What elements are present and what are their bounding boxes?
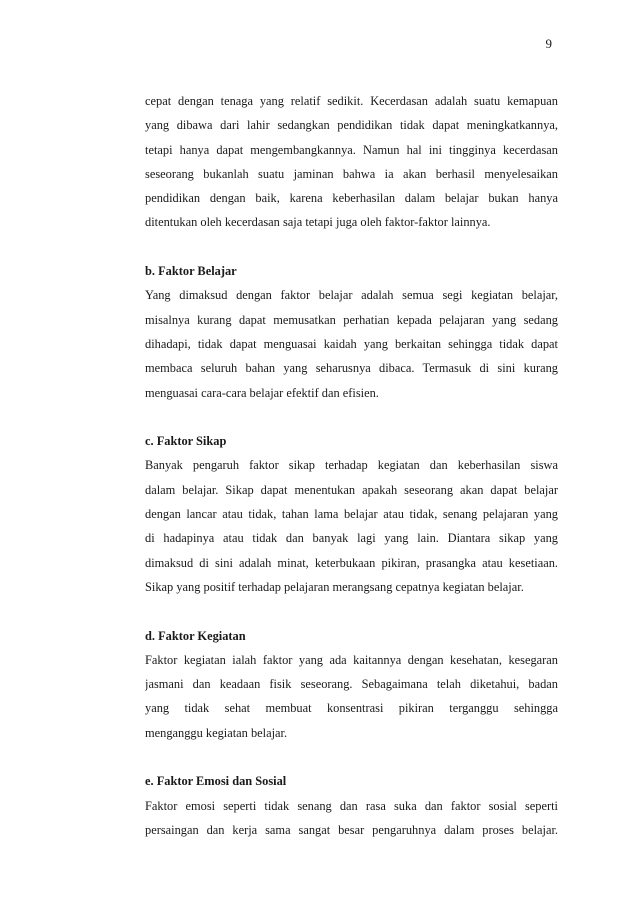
text-line: Banyak pengaruh faktor sikap terhadap kegiatan dan keberhasilan siswa bbox=[145, 458, 558, 473]
text-line: cepat dengan tenaga yang relatif sedikit. Kecerdasan adalah suatu kemapuan bbox=[145, 94, 558, 108]
section-faktor-kegiatan bbox=[145, 624, 558, 745]
section-heading: d. Faktor Kegiatan bbox=[145, 628, 246, 643]
text-line: tetapi hanya dapat mengembangkannya. Namun hal ini tingginya kecerdasan bbox=[145, 142, 558, 157]
text-line: membaca seluruh bahan yang seharusnya dibaca. Termasuk di sini kurang bbox=[145, 361, 558, 376]
text-line: dalam belajar. Sikap dapat menentukan apakah seseorang akan dapat belajar bbox=[145, 482, 558, 497]
text-line: dimaksud di sini adalah minat, keterbukaan pikiran, prasangka atau kesetiaan. bbox=[145, 555, 558, 570]
intro-paragraph bbox=[145, 89, 558, 235]
text-line: Sikap yang positif terhadap pelajaran merangsang cepatnya kegiatan belajar. bbox=[145, 579, 524, 594]
section-heading: e. Faktor Emosi dan Sosial bbox=[145, 774, 287, 789]
text-line: Yang dimaksud dengan faktor belajar adalah semua segi kegiatan belajar, bbox=[145, 288, 558, 303]
document-body bbox=[145, 89, 558, 842]
section-paragraph bbox=[145, 794, 558, 843]
text-line: dihadapi, tidak dapat menguasai kaidah yang berkaitan sehingga tidak dapat bbox=[145, 336, 558, 351]
text-line: seseorang bukanlah suatu jaminan bahwa ia akan berhasil menyelesaikan bbox=[145, 166, 558, 181]
text-line: jasmani dan keadaan fisik seseorang. Sebagaimana telah diketahui, badan bbox=[145, 677, 558, 692]
text-line: ditentukan oleh kecerdasan saja tetapi juga oleh faktor-faktor lainnya. bbox=[145, 215, 491, 230]
text-line: misalnya kurang dapat memusatkan perhatian kepada pelajaran yang sedang bbox=[145, 312, 558, 327]
section-heading: b. Faktor Belajar bbox=[145, 264, 237, 279]
section-faktor-emosi-sosial bbox=[145, 769, 558, 842]
section-faktor-sikap bbox=[145, 429, 558, 599]
page-number: 9 bbox=[545, 36, 552, 51]
text-line: Faktor emosi seperti tidak senang dan rasa suka dan faktor sosial seperti bbox=[145, 798, 558, 813]
text-line: menguasai cara-cara belajar efektif dan efisien. bbox=[145, 385, 379, 400]
section-paragraph bbox=[145, 283, 558, 404]
text-line: dengan lancar atau tidak, tahan lama belajar atau tidak, senang pelajaran yang bbox=[145, 507, 558, 522]
text-line: di hadapinya atau tidak dan banyak lagi yang lain. Diantara sikap yang bbox=[145, 531, 558, 546]
text-line: Faktor kegiatan ialah faktor yang ada kaitannya dengan kesehatan, kesegaran bbox=[145, 652, 558, 667]
section-faktor-belajar bbox=[145, 259, 558, 405]
text-line: yang tidak sehat membuat konsentrasi pikiran terganggu sehingga bbox=[145, 701, 558, 716]
section-heading: c. Faktor Sikap bbox=[145, 434, 227, 449]
text-line: menganggu kegiatan belajar. bbox=[145, 725, 288, 740]
text-line: pendidikan dengan baik, karena keberhasilan dalam belajar bukan hanya bbox=[145, 191, 558, 206]
section-paragraph bbox=[145, 648, 558, 745]
section-paragraph bbox=[145, 453, 558, 599]
text-line: yang dibawa dari lahir sedangkan pendidikan tidak dapat meningkatkannya, bbox=[145, 118, 558, 133]
text-line: persaingan dan kerja sama sangat besar pengaruhnya dalam proses belajar. bbox=[145, 822, 558, 837]
